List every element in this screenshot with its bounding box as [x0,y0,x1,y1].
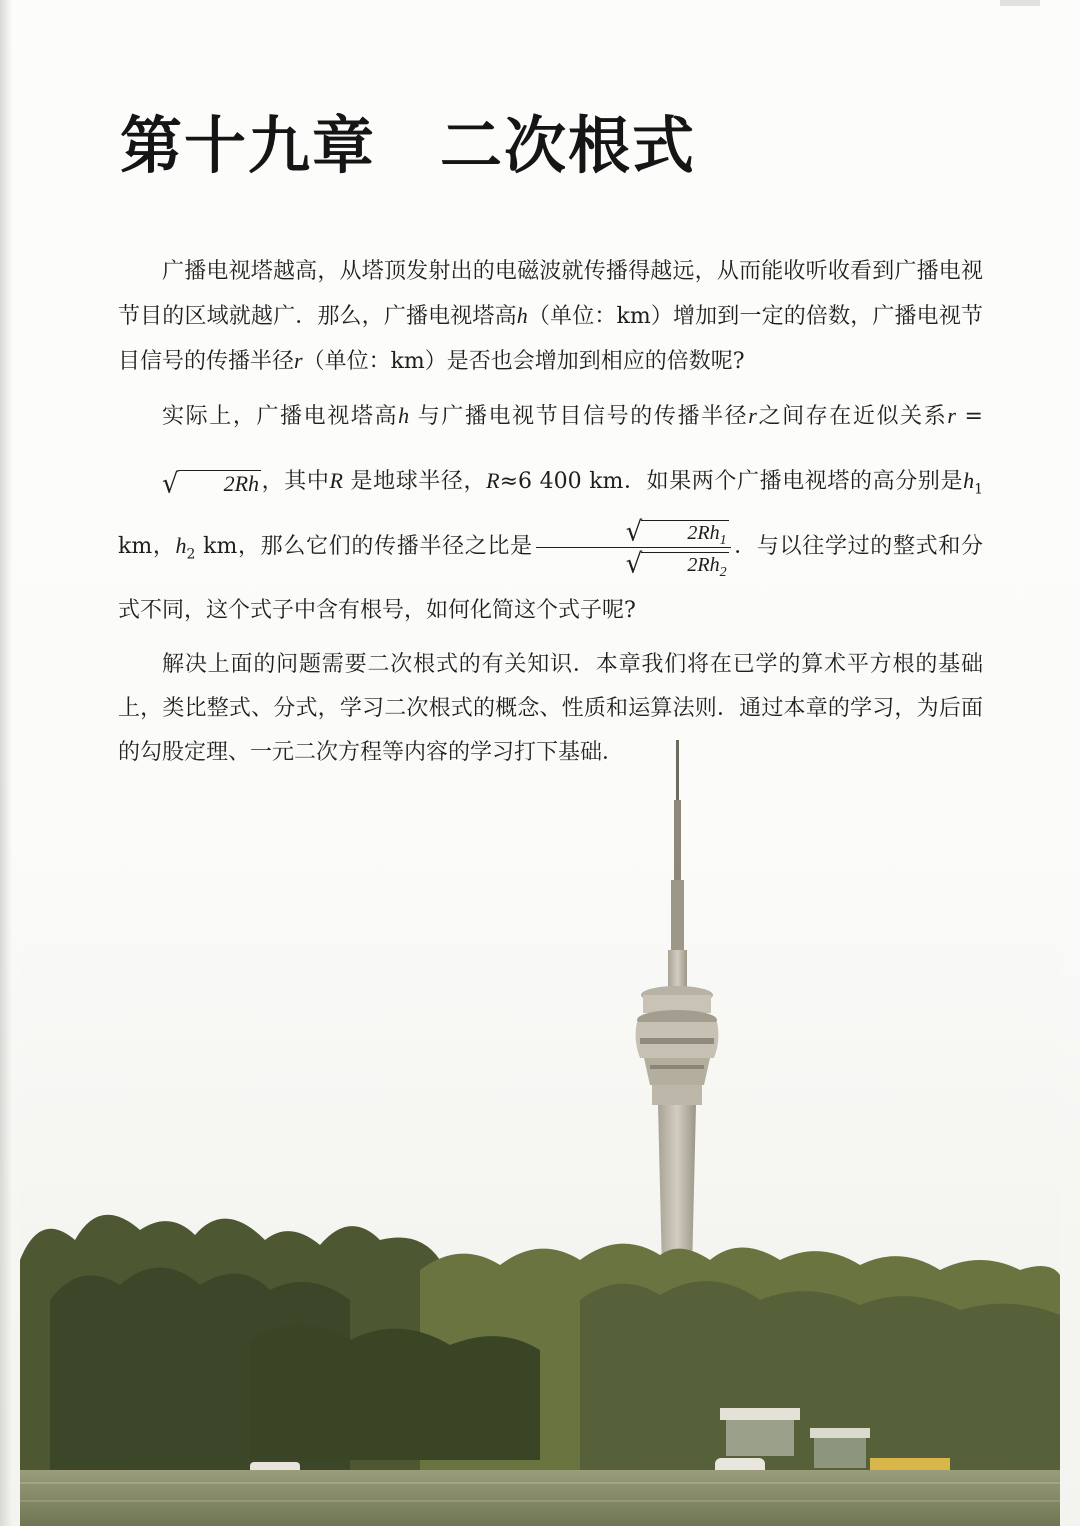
text-span: （单位：km）是否也会增加到相应的倍数呢? [302,349,745,374]
radical-sign: √ [162,468,179,500]
text-span: 与广播电视节目信号的传播半径 [409,404,749,429]
radicand [641,552,728,580]
radicand-text: 2Rh [687,553,720,576]
text-span: 之间存在近似关系 [756,404,948,429]
chapter-number: 第十九章 [120,109,377,182]
radicand [641,520,728,548]
earth-radius-value: ≈6 400 km [499,469,624,494]
tv-tower-photo [20,740,1060,1526]
chapter-title [120,96,696,185]
fraction-denominator [538,547,729,580]
equals-sign: = [955,404,983,429]
radical-sign: √ [625,547,643,580]
text-span: km， [118,534,176,559]
subscript: 2 [186,546,196,563]
radical-sign: √ [625,515,643,548]
radicand-text: 2Rh [687,521,720,544]
var-r: r [947,403,956,428]
paragraph-formula [118,384,983,643]
text-span: ．如果两个广播电视塔的高分别是 [623,469,964,494]
paragraph-outline: 解决上面的问题需要二次根式的有关知识．本章我们将在已学的算术平方根的基础上，类比整式、分式，学习二次根式的概念、性质和运算法则．通过本章的学习，为后面 [118,652,983,721]
subscript: 1 [974,481,983,498]
text-span: ．与以往学过的整式和分式不同，这个式子中含有根号，如何化简这个式子呢? [118,534,983,623]
var-r: r [294,348,303,373]
sqrt-expression [118,468,261,500]
var-h2: h [175,533,187,558]
lake [20,1470,1060,1526]
fraction-numerator [536,515,731,548]
body-text [118,250,983,775]
text-span: 是地球半径， [342,469,487,494]
var-R: R [329,468,343,493]
page-edge-shadow [0,0,12,1526]
var-h: h [516,303,528,328]
paragraph-intro [118,250,983,384]
subscript: 1 [719,532,727,548]
var-h1: h [963,468,975,493]
tree-line [20,1215,1060,1500]
var-R: R [486,468,500,493]
text-span: 实际上，广播电视塔高 [162,404,399,429]
chapter-name: 二次根式 [440,109,697,182]
text-span: （单位：km）增加到一定的倍数，广播电视节目信号的传播半径 [118,304,983,374]
radicand: 2Rh [178,470,261,497]
subscript: 2 [719,564,727,580]
var-h: h [398,403,410,428]
text-span: km，那么它们的传播半径之比是 [195,534,533,559]
ratio-fraction [536,515,731,580]
sqrt-expression [582,547,729,580]
text-span: 广播电视塔越高，从塔顶发射出的电磁波就传播得越远，从而能收听收看到广播电视节目的区域就越广．那么，广播电视塔高 [118,259,983,329]
text-span: ，其中 [261,469,330,494]
sqrt-expression [582,515,729,548]
scan-corner-mark [1000,0,1040,6]
var-r: r [748,403,757,428]
